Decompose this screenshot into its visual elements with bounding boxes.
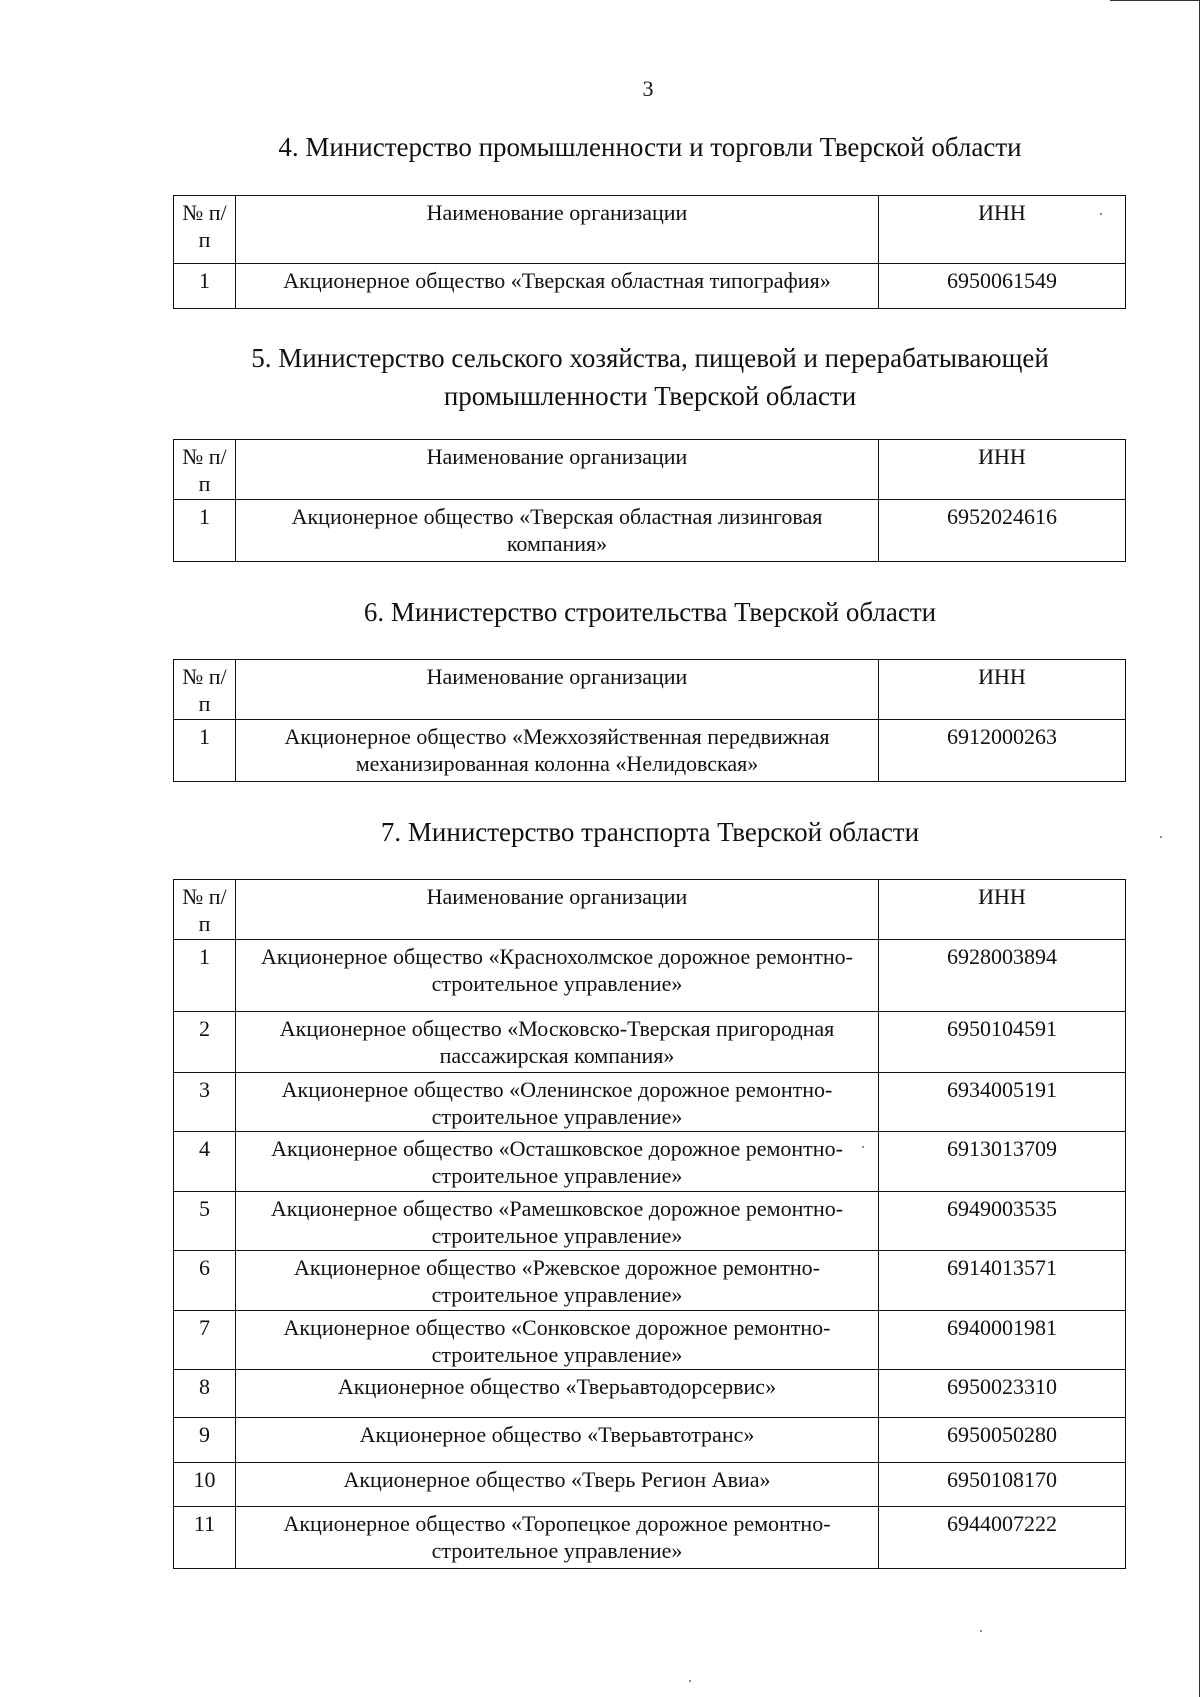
header-inn: ИНН xyxy=(879,196,1126,264)
row-num: 1 xyxy=(174,264,236,309)
table-header-row xyxy=(174,196,1126,264)
organizations-table xyxy=(173,195,1126,309)
header-inn: ИНН xyxy=(879,880,1126,940)
row-num: 2 xyxy=(174,1012,236,1073)
row-inn: 6950104591 xyxy=(879,1012,1126,1073)
table-header-row xyxy=(174,880,1126,940)
scan-speck xyxy=(980,1630,982,1632)
organizations-table xyxy=(173,439,1126,562)
scan-speck xyxy=(689,1680,691,1682)
table-row xyxy=(174,940,1126,1012)
organizations-table xyxy=(173,659,1126,782)
organizations-table xyxy=(173,879,1126,1569)
row-name: Акционерное общество «Сонковское дорожное ремонтно-строительное управление» xyxy=(236,1311,879,1370)
section-title: 4. Министерство промышленности и торговли Тверской области xyxy=(278,132,1022,162)
row-inn: 6913013709 xyxy=(879,1132,1126,1192)
table-row xyxy=(174,1463,1126,1507)
scan-edge-top xyxy=(1110,0,1200,1)
row-name: Акционерное общество «Осташковское дорожное ремонтно-строительное управление» xyxy=(236,1132,879,1192)
row-inn: 6949003535 xyxy=(879,1192,1126,1251)
row-name: Акционерное общество «Межхозяйственная передвижная механизированная колонна «Нелидовская» xyxy=(236,720,879,782)
section-title: 6. Министерство строительства Тверской области xyxy=(363,597,937,627)
row-num: 1 xyxy=(174,500,236,562)
table-row xyxy=(174,1132,1126,1192)
row-num: 3 xyxy=(174,1073,236,1132)
row-name: Акционерное общество «Рамешковское дорожное ремонтно-строительное управление» xyxy=(236,1192,879,1251)
page-number: 3 xyxy=(642,76,654,101)
table-row xyxy=(174,500,1126,562)
row-num: 5 xyxy=(174,1192,236,1251)
row-name: Акционерное общество «Краснохолмское дорожное ремонтно-строительное управление» xyxy=(236,940,879,1012)
row-num: 10 xyxy=(174,1463,236,1507)
row-name: Акционерное общество «Тверская областная лизинговая компания» xyxy=(236,500,879,562)
row-inn: 6950023310 xyxy=(879,1370,1126,1418)
row-inn: 6950050280 xyxy=(879,1418,1126,1463)
row-num: 1 xyxy=(174,720,236,782)
row-num: 7 xyxy=(174,1311,236,1370)
row-inn: 6940001981 xyxy=(879,1311,1126,1370)
header-inn: ИНН xyxy=(879,660,1126,720)
row-inn: 6952024616 xyxy=(879,500,1126,562)
table-row xyxy=(174,1507,1126,1569)
row-name: Акционерное общество «Тверская областная типография» xyxy=(236,264,879,309)
row-name: Акционерное общество «Тверь Регион Авиа» xyxy=(236,1463,879,1507)
header-num: № п/п xyxy=(174,440,236,500)
header-inn: ИНН xyxy=(879,440,1126,500)
row-num: 6 xyxy=(174,1251,236,1311)
header-name: Наименование организации xyxy=(236,196,879,264)
row-name: Акционерное общество «Торопецкое дорожное ремонтно-строительное управление» xyxy=(236,1507,879,1569)
row-inn: 6950108170 xyxy=(879,1463,1126,1507)
table-row xyxy=(174,264,1126,309)
row-num: 9 xyxy=(174,1418,236,1463)
row-num: 11 xyxy=(174,1507,236,1569)
header-num: № п/п xyxy=(174,660,236,720)
row-inn: 6934005191 xyxy=(879,1073,1126,1132)
row-name: Акционерное общество «Оленинское дорожное ремонтно-строительное управление» xyxy=(236,1073,879,1132)
header-name: Наименование организации xyxy=(236,660,879,720)
row-name: Акционерное общество «Тверьавтодорсервис» xyxy=(236,1370,879,1418)
row-inn: 6928003894 xyxy=(879,940,1126,1012)
section-title: 5. Министерство сельского хозяйства, пищевой и перерабатывающей промышленности Тверской области xyxy=(251,343,1049,411)
table-row xyxy=(174,1370,1126,1418)
row-inn: 6944007222 xyxy=(879,1507,1126,1569)
row-inn: 6950061549 xyxy=(879,264,1126,309)
header-num: № п/п xyxy=(174,196,236,264)
row-inn: 6914013571 xyxy=(879,1251,1126,1311)
scan-speck xyxy=(1160,836,1162,838)
row-num: 8 xyxy=(174,1370,236,1418)
table-row xyxy=(174,1251,1126,1311)
header-num: № п/п xyxy=(174,880,236,940)
header-name: Наименование организации xyxy=(236,880,879,940)
section-title: 7. Министерство транспорта Тверской области xyxy=(380,817,920,847)
header-name: Наименование организации xyxy=(236,440,879,500)
row-name: Акционерное общество «Тверьавтотранс» xyxy=(236,1418,879,1463)
table-row xyxy=(174,720,1126,782)
row-inn: 6912000263 xyxy=(879,720,1126,782)
table-row xyxy=(174,1012,1126,1073)
table-row xyxy=(174,1073,1126,1132)
table-row xyxy=(174,1192,1126,1251)
row-num: 1 xyxy=(174,940,236,1012)
row-name: Акционерное общество «Московско-Тверская пригородная пассажирская компания» xyxy=(236,1012,879,1073)
table-row xyxy=(174,1311,1126,1370)
table-row xyxy=(174,1418,1126,1463)
row-name: Акционерное общество «Ржевское дорожное ремонтно-строительное управление» xyxy=(236,1251,879,1311)
table-header-row xyxy=(174,660,1126,720)
row-num: 4 xyxy=(174,1132,236,1192)
table-header-row xyxy=(174,440,1126,500)
